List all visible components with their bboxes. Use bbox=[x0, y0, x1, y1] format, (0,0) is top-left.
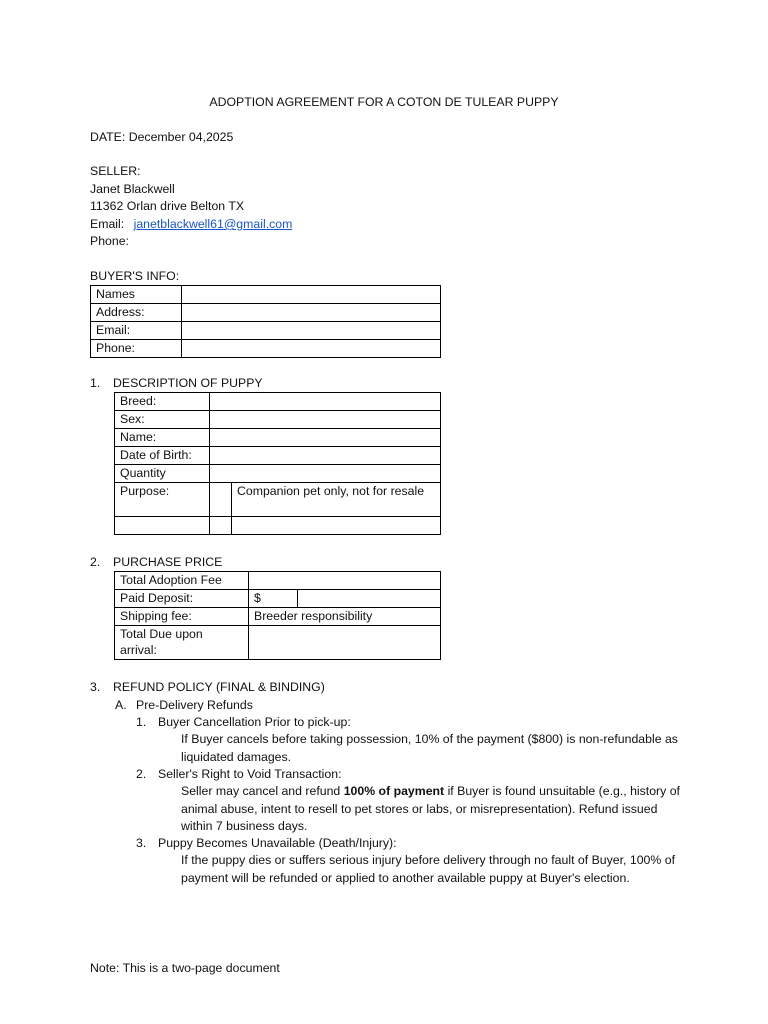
refund-item-3-number: 3. bbox=[136, 836, 147, 850]
table-row bbox=[91, 340, 441, 358]
total-fee-field[interactable] bbox=[249, 572, 441, 590]
puppy-name-field[interactable] bbox=[210, 429, 441, 447]
subsection-letter: A. bbox=[115, 698, 127, 712]
refund-item-3-title: Puppy Becomes Unavailable (Death/Injury): bbox=[158, 836, 397, 850]
subsection-heading: Pre-Delivery Refunds bbox=[136, 698, 253, 712]
table-row bbox=[115, 429, 441, 447]
refund-item-2-number: 2. bbox=[136, 767, 147, 781]
puppy-label-dob: Date of Birth: bbox=[115, 447, 210, 465]
table-row bbox=[91, 304, 441, 322]
table-row bbox=[115, 465, 441, 483]
refund-item-1-number: 1. bbox=[136, 715, 147, 729]
table-row bbox=[115, 626, 441, 660]
shipping-label: Shipping fee: bbox=[115, 608, 249, 626]
buyer-address-field[interactable] bbox=[182, 304, 441, 322]
date-line: DATE: December 04,2025 bbox=[90, 130, 234, 144]
buyer-label-phone: Phone: bbox=[91, 340, 182, 358]
shipping-value: Breeder responsibility bbox=[249, 608, 441, 626]
table-row bbox=[115, 517, 441, 535]
total-fee-label: Total Adoption Fee bbox=[115, 572, 249, 590]
buyer-label-names: Names bbox=[91, 286, 182, 304]
refund-item-2-text-start: Seller may cancel and refund bbox=[181, 784, 344, 798]
section1-number: 1. bbox=[90, 376, 101, 390]
buyer-info-table bbox=[90, 285, 441, 358]
seller-address: 11362 Orlan drive Belton TX bbox=[90, 199, 245, 213]
seller-email-label: Email: bbox=[90, 217, 125, 231]
section2-heading: PURCHASE PRICE bbox=[113, 555, 223, 569]
seller-heading: SELLER: bbox=[90, 164, 141, 178]
puppy-breed-field[interactable] bbox=[210, 393, 441, 411]
buyer-heading: BUYER'S INFO: bbox=[90, 269, 180, 283]
puppy-label-name: Name: bbox=[115, 429, 210, 447]
refund-item-2-text-end: if Buyer is found unsuitable (e.g., history of animal abuse, intent to resell to pet stores or labs, or misrepresentation). Refund issued within 7 business days. bbox=[181, 784, 680, 833]
table-row bbox=[115, 411, 441, 429]
table-row bbox=[115, 572, 441, 590]
puppy-label-sex: Sex: bbox=[115, 411, 210, 429]
puppy-sex-field[interactable] bbox=[210, 411, 441, 429]
refund-item-1-text: If Buyer cancels before taking possession, 10% of the payment ($800) is non-refundable as liquidated damages. bbox=[181, 732, 678, 764]
footer-note: Note: This is a two-page document bbox=[90, 961, 280, 975]
table-row bbox=[115, 483, 441, 517]
table-row bbox=[115, 608, 441, 626]
table-row bbox=[91, 322, 441, 340]
refund-item-1-title: Buyer Cancellation Prior to pick-up: bbox=[158, 715, 351, 729]
buyer-names-field[interactable] bbox=[182, 286, 441, 304]
total-due-field[interactable] bbox=[249, 626, 441, 660]
deposit-label: Paid Deposit: bbox=[115, 590, 249, 608]
deposit-value[interactable]: $ bbox=[249, 590, 298, 608]
buyer-email-field[interactable] bbox=[182, 322, 441, 340]
seller-email-link[interactable]: janetblackwell61@gmail.com bbox=[133, 217, 293, 231]
table-row bbox=[115, 393, 441, 411]
blank-cell bbox=[210, 517, 232, 535]
total-due-label: Total Due upon arrival: bbox=[115, 626, 249, 660]
section3-heading: REFUND POLICY (FINAL & BINDING) bbox=[113, 680, 325, 694]
table-row bbox=[115, 447, 441, 465]
buyer-phone-field[interactable] bbox=[182, 340, 441, 358]
seller-email-line bbox=[90, 216, 292, 234]
puppy-dob-field[interactable] bbox=[210, 447, 441, 465]
table-row bbox=[115, 590, 441, 608]
deposit-extra-cell[interactable] bbox=[298, 590, 441, 608]
buyer-label-email: Email: bbox=[91, 322, 182, 340]
purpose-checkbox-cell[interactable] bbox=[210, 483, 232, 517]
puppy-description-table bbox=[114, 392, 441, 535]
puppy-label-breed: Breed: bbox=[115, 393, 210, 411]
seller-name: Janet Blackwell bbox=[90, 182, 175, 196]
buyer-label-address: Address: bbox=[91, 304, 182, 322]
puppy-label-quantity: Quantity bbox=[115, 465, 210, 483]
purchase-price-table bbox=[114, 571, 441, 660]
refund-item-2-title: Seller's Right to Void Transaction: bbox=[158, 767, 342, 781]
puppy-purpose-value: Companion pet only, not for resale bbox=[232, 483, 441, 517]
section3-number: 3. bbox=[90, 680, 101, 694]
puppy-quantity-field[interactable] bbox=[210, 465, 441, 483]
refund-item-2-bold: 100% of payment bbox=[343, 784, 445, 798]
blank-cell bbox=[232, 517, 441, 535]
section2-number: 2. bbox=[90, 555, 101, 569]
document-title: ADOPTION AGREEMENT FOR A COTON DE TULEAR PUPPY bbox=[209, 95, 559, 109]
blank-cell bbox=[115, 517, 210, 535]
section1-heading: DESCRIPTION OF PUPPY bbox=[113, 376, 263, 390]
seller-phone-label: Phone: bbox=[90, 234, 129, 248]
refund-item-3-text: If the puppy dies or suffers serious injury before delivery through no fault of Buyer, 100% of payment will be refunded or applied to another available puppy at Buyer's election. bbox=[181, 853, 675, 885]
puppy-label-purpose: Purpose: bbox=[115, 483, 210, 517]
table-row bbox=[91, 286, 441, 304]
refund-item-2-text bbox=[181, 783, 681, 836]
